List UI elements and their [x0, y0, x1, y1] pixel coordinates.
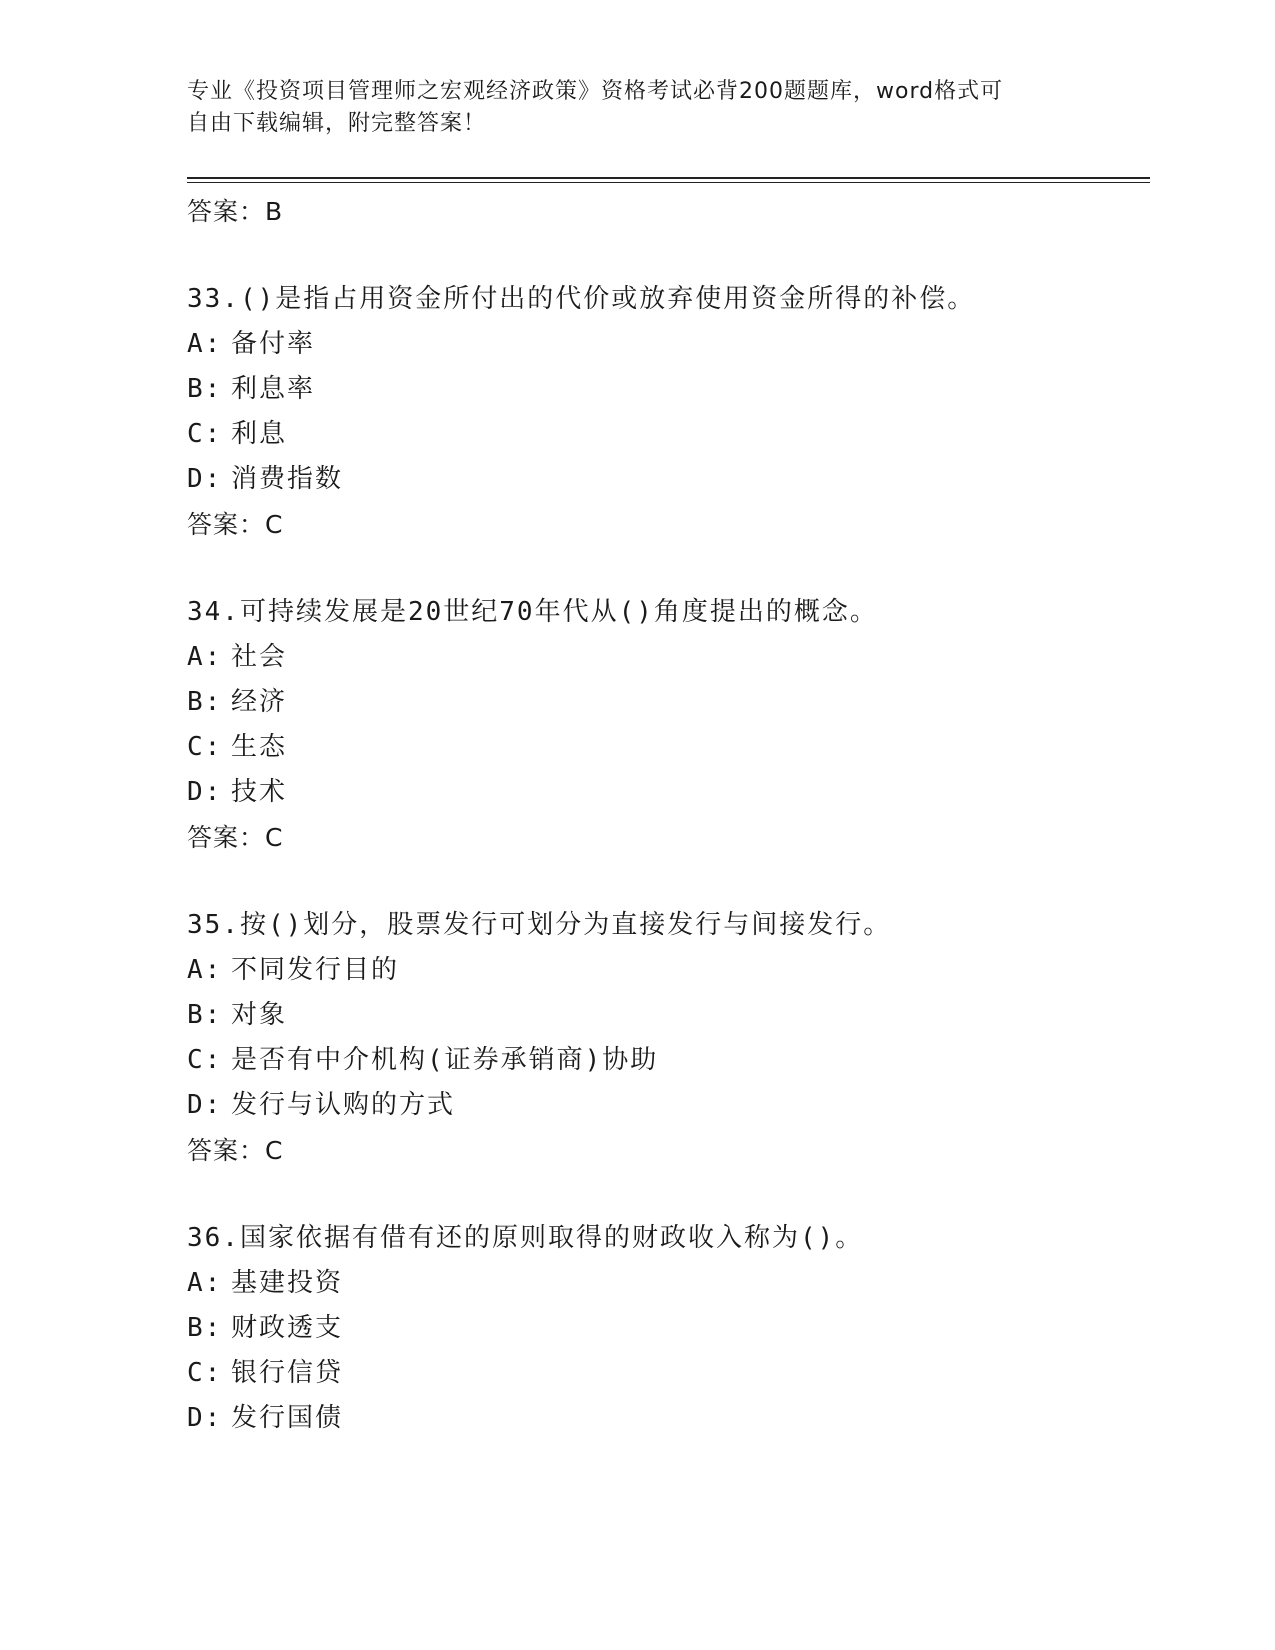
option-text: 消费指数	[231, 464, 344, 494]
option-key: D:	[187, 1090, 223, 1120]
question-36	[187, 1216, 1150, 1441]
answer-line: 答案：C	[187, 510, 284, 539]
option-text: 发行与认购的方式	[231, 1090, 456, 1120]
option-key: B:	[187, 1313, 223, 1343]
previous-answer: 答案：B	[187, 197, 284, 226]
option-key: C:	[187, 732, 223, 762]
option-a	[187, 322, 1150, 367]
option-text: 财政透支	[231, 1313, 344, 1343]
option-text: 银行信贷	[231, 1358, 344, 1388]
option-text: 技术	[231, 777, 288, 807]
option-c	[187, 725, 1150, 770]
header-divider-thin	[187, 182, 1150, 183]
answer-line: 答案：C	[187, 1136, 284, 1165]
option-b	[187, 367, 1150, 412]
question-stem: 33.()是指占用资金所付出的代价或放弃使用资金所得的补偿。	[187, 284, 976, 314]
option-key: D:	[187, 464, 223, 494]
option-key: A:	[187, 329, 223, 359]
option-text: 不同发行目的	[231, 955, 400, 985]
option-a	[187, 635, 1150, 680]
question-35	[187, 903, 1150, 1173]
option-key: A:	[187, 642, 223, 672]
option-key: B:	[187, 687, 223, 717]
option-d	[187, 1083, 1150, 1128]
option-a	[187, 1261, 1150, 1306]
option-a	[187, 948, 1150, 993]
header-divider	[187, 177, 1150, 179]
option-text: 经济	[231, 687, 288, 717]
option-text: 利息	[231, 419, 288, 449]
option-c	[187, 412, 1150, 457]
option-b	[187, 1306, 1150, 1351]
option-key: D:	[187, 777, 223, 807]
option-b	[187, 993, 1150, 1038]
option-text: 备付率	[231, 329, 316, 359]
option-key: B:	[187, 1000, 223, 1030]
option-text: 发行国债	[231, 1403, 344, 1433]
option-d	[187, 1396, 1150, 1441]
option-key: B:	[187, 374, 223, 404]
option-d	[187, 457, 1150, 502]
option-key: C:	[187, 1358, 223, 1388]
question-stem: 34.可持续发展是20世纪70年代从()角度提出的概念。	[187, 597, 878, 627]
option-text: 利息率	[231, 374, 316, 404]
option-b	[187, 680, 1150, 725]
option-key: A:	[187, 1268, 223, 1298]
answer-line: 答案：C	[187, 823, 284, 852]
option-c	[187, 1351, 1150, 1396]
question-list	[187, 189, 1150, 1441]
option-key: C:	[187, 419, 223, 449]
question-34	[187, 590, 1150, 860]
question-stem: 36.国家依据有借有还的原则取得的财政收入称为()。	[187, 1223, 864, 1253]
option-text: 是否有中介机构(证券承销商)协助	[231, 1045, 659, 1075]
option-text: 社会	[231, 642, 288, 672]
option-c	[187, 1038, 1150, 1083]
header-line-2: 自由下载编辑，附完整答案！	[187, 111, 487, 136]
option-key: A:	[187, 955, 223, 985]
question-stem: 35.按()划分，股票发行可划分为直接发行与间接发行。	[187, 910, 892, 940]
document-header	[187, 76, 1087, 140]
option-text: 对象	[231, 1000, 288, 1030]
option-d	[187, 770, 1150, 815]
header-line-1: 专业《投资项目管理师之宏观经济政策》资格考试必背200题题库，word格式可	[187, 79, 1004, 104]
option-key: D:	[187, 1403, 223, 1433]
question-33	[187, 277, 1150, 547]
option-text: 基建投资	[231, 1268, 344, 1298]
option-key: C:	[187, 1045, 223, 1075]
option-text: 生态	[231, 732, 288, 762]
